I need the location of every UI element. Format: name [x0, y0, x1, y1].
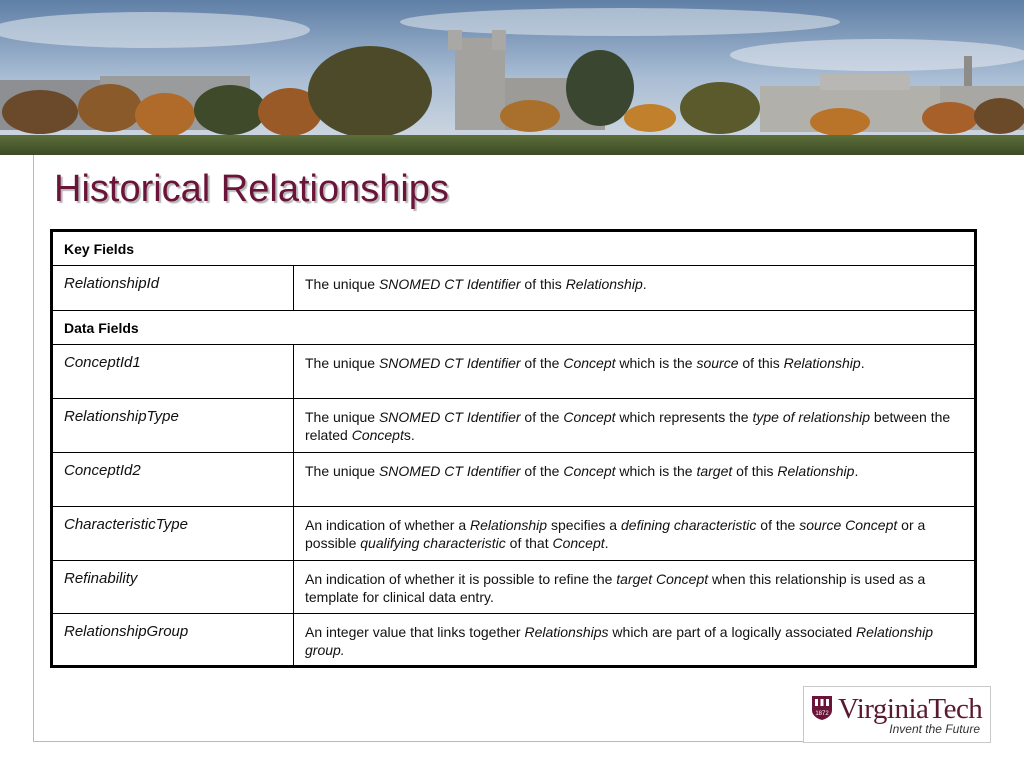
key-fields-header-row	[52, 231, 976, 266]
key-fields-header: Key Fields	[52, 231, 976, 266]
logo-wordmark: VirginiaTech	[838, 693, 983, 725]
field-description: The unique SNOMED CT Identifier of this Relationship.	[294, 266, 976, 311]
field-name: CharacteristicType	[52, 507, 294, 561]
field-name: ConceptId2	[52, 453, 294, 507]
slide-frame-left-rule	[33, 155, 34, 742]
table-row	[52, 266, 976, 311]
table-row	[52, 561, 976, 614]
field-name: RelationshipId	[52, 266, 294, 311]
virginia-tech-logo	[803, 686, 991, 743]
field-name: Refinability	[52, 561, 294, 614]
logo-tagline: Invent the Future	[889, 722, 980, 736]
university-seal-icon	[810, 695, 834, 721]
slide-title: Historical Relationships	[54, 168, 449, 210]
campus-banner-image	[0, 0, 1024, 155]
field-description: An integer value that links together Relationships which are part of a logically associated Relationship group.	[294, 614, 976, 667]
field-name: RelationshipGroup	[52, 614, 294, 667]
table-row	[52, 614, 976, 667]
table-row	[52, 453, 976, 507]
data-fields-header-row	[52, 311, 976, 345]
relationship-fields-table	[50, 229, 977, 668]
field-description: An indication of whether it is possible to refine the target Concept when this relationship is used as a template for clinical data entry.	[294, 561, 976, 614]
svg-text:1872: 1872	[815, 711, 829, 717]
table-row	[52, 507, 976, 561]
field-name: ConceptId1	[52, 345, 294, 399]
field-name: RelationshipType	[52, 399, 294, 453]
table-row	[52, 345, 976, 399]
field-description: The unique SNOMED CT Identifier of the Concept which is the source of this Relationship.	[294, 345, 976, 399]
field-description: An indication of whether a Relationship specifies a defining characteristic of the source Concept or a possible qualifying characteristic of that Concept.	[294, 507, 976, 561]
field-description: The unique SNOMED CT Identifier of the Concept which represents the type of relationship between the related Concepts.	[294, 399, 976, 453]
table-row	[52, 399, 976, 453]
data-fields-header: Data Fields	[52, 311, 976, 345]
field-description: The unique SNOMED CT Identifier of the Concept which is the target of this Relationship.	[294, 453, 976, 507]
